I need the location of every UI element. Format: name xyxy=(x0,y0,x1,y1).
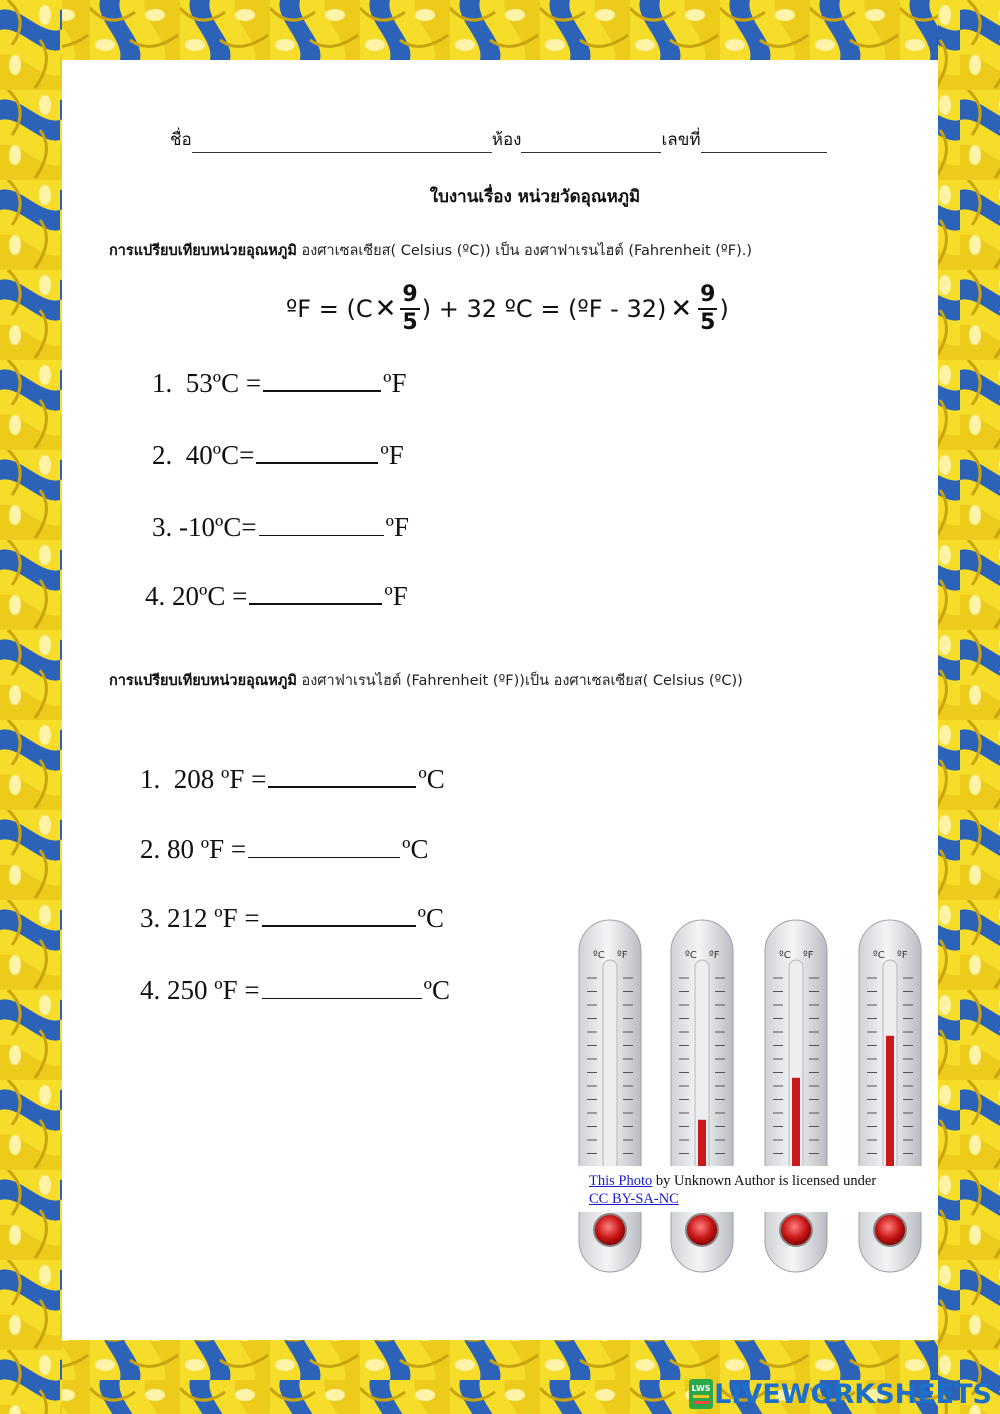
thermometer-bulb xyxy=(686,1214,718,1246)
glass-tube xyxy=(603,960,617,1170)
room-label: ห้อง xyxy=(491,130,522,150)
celsius-scale-label: ºC xyxy=(593,950,605,961)
section1-heading-bold: การแปรียบเทียบหน่วยอุณหภูมิ xyxy=(109,243,297,259)
question-prefix: 1. 53ºC = xyxy=(152,368,262,398)
thermometers-svg xyxy=(575,918,925,1278)
thermometer xyxy=(579,920,641,1272)
mercury-level xyxy=(886,1036,894,1166)
question-f-to-c-1 xyxy=(140,764,445,795)
question-suffix: ºF xyxy=(383,368,407,398)
answer-blank[interactable] xyxy=(248,857,400,858)
section2-heading xyxy=(109,669,743,692)
answer-blank[interactable] xyxy=(256,462,378,464)
fahrenheit-scale-label: ºF xyxy=(803,950,814,961)
answer-blank[interactable] xyxy=(249,603,382,605)
question-prefix: 4. 250 ºF = xyxy=(140,975,260,1005)
thermometer-bulb xyxy=(874,1214,906,1246)
fraction-nine-fifths xyxy=(400,282,419,336)
conversion-formula xyxy=(286,282,729,336)
question-prefix: 3. -10ºC= xyxy=(152,512,257,542)
thermometer-bulb xyxy=(594,1214,626,1246)
answer-blank[interactable] xyxy=(268,786,416,788)
question-f-to-c-4 xyxy=(140,975,450,1006)
name-blank[interactable] xyxy=(192,136,492,153)
question-c-to-f-2 xyxy=(152,440,404,471)
celsius-scale-label: ºC xyxy=(685,950,697,961)
section2-heading-bold: การแปรียบเทียบหน่วยอุณหภูมิ xyxy=(109,673,297,689)
question-prefix: 2. 40ºC= xyxy=(152,440,255,470)
fahrenheit-scale-label: ºF xyxy=(709,950,720,961)
question-suffix: ºC xyxy=(423,975,451,1005)
fahrenheit-scale-label: ºF xyxy=(897,950,908,961)
times-icon: ✕ xyxy=(374,294,397,324)
question-c-to-f-1 xyxy=(152,368,407,399)
section1-heading-rest: องศาเซลเซียส( Celsius (ºC)) เป็น องศาฟาเรนไฮต์ (Fahrenheit (ºF).) xyxy=(296,243,753,259)
question-prefix: 3. 212 ºF = xyxy=(140,903,260,933)
thermometers-illustration xyxy=(575,918,925,1278)
student-info-line xyxy=(170,126,827,153)
liveworksheets-logo xyxy=(688,1378,992,1410)
mercury-level xyxy=(792,1078,800,1166)
formula-part-2: ) + 32 ºC = (ºF - 32) xyxy=(421,295,667,323)
photo-credit xyxy=(577,1166,923,1212)
fahrenheit-scale-label: ºF xyxy=(617,950,628,961)
photo-link[interactable]: This Photo xyxy=(589,1173,653,1189)
fraction-denominator-2: 5 xyxy=(700,310,716,335)
lws-badge-text: LWS xyxy=(691,1384,711,1393)
question-prefix: 1. 208 ºF = xyxy=(140,764,267,794)
question-suffix: ºF xyxy=(385,512,409,542)
formula-part-1: ºF = (C xyxy=(286,295,373,323)
worksheet-title: ใบงานเรื่อง หน่วยวัดอุณหภูมิ xyxy=(429,187,641,207)
lws-badge-icon xyxy=(688,1378,714,1410)
question-suffix: ºC xyxy=(402,834,429,864)
question-f-to-c-3 xyxy=(140,903,444,934)
answer-blank[interactable] xyxy=(262,925,416,927)
question-suffix: ºF xyxy=(384,581,408,611)
celsius-scale-label: ºC xyxy=(873,950,885,961)
question-prefix: 4. 20ºC = xyxy=(145,581,248,611)
section1-heading xyxy=(109,239,752,262)
number-blank[interactable] xyxy=(701,136,827,153)
question-prefix: 2. 80 ºF = xyxy=(140,834,247,864)
license-link[interactable]: CC BY-SA-NC xyxy=(589,1191,679,1207)
answer-blank[interactable] xyxy=(259,535,384,536)
thermometer-bulb xyxy=(780,1214,812,1246)
number-label: เลขที่ xyxy=(661,130,701,150)
celsius-scale-label: ºC xyxy=(779,950,791,961)
name-label: ชื่อ xyxy=(170,130,192,150)
question-suffix: ºC xyxy=(417,903,445,933)
room-blank[interactable] xyxy=(521,136,661,153)
question-c-to-f-3 xyxy=(152,512,409,543)
fraction-denominator: 5 xyxy=(402,310,418,335)
fraction-numerator: 9 xyxy=(400,282,419,310)
fraction-nine-fifths-2 xyxy=(698,282,717,336)
answer-blank[interactable] xyxy=(263,390,381,392)
logo-text: LIVEWORKSHEETS xyxy=(714,1378,992,1410)
answer-blank[interactable] xyxy=(262,998,422,999)
question-f-to-c-2 xyxy=(140,834,429,865)
thermometer xyxy=(765,920,827,1272)
question-c-to-f-4 xyxy=(145,581,408,612)
thermometer xyxy=(859,920,921,1272)
fraction-numerator-2: 9 xyxy=(698,282,717,310)
section2-heading-rest: องศาฟาเรนไฮต์ (Fahrenheit (ºF))เป็น องศาเซลเซียส( Celsius (ºC)) xyxy=(296,673,743,689)
formula-part-3: ) xyxy=(719,295,729,323)
credit-text: by Unknown Author is licensed under xyxy=(652,1173,877,1189)
question-suffix: ºC xyxy=(418,764,445,794)
thermometer xyxy=(671,920,733,1272)
times-icon-2: ✕ xyxy=(670,294,693,324)
mercury-level xyxy=(698,1120,706,1166)
question-suffix: ºF xyxy=(380,440,404,470)
